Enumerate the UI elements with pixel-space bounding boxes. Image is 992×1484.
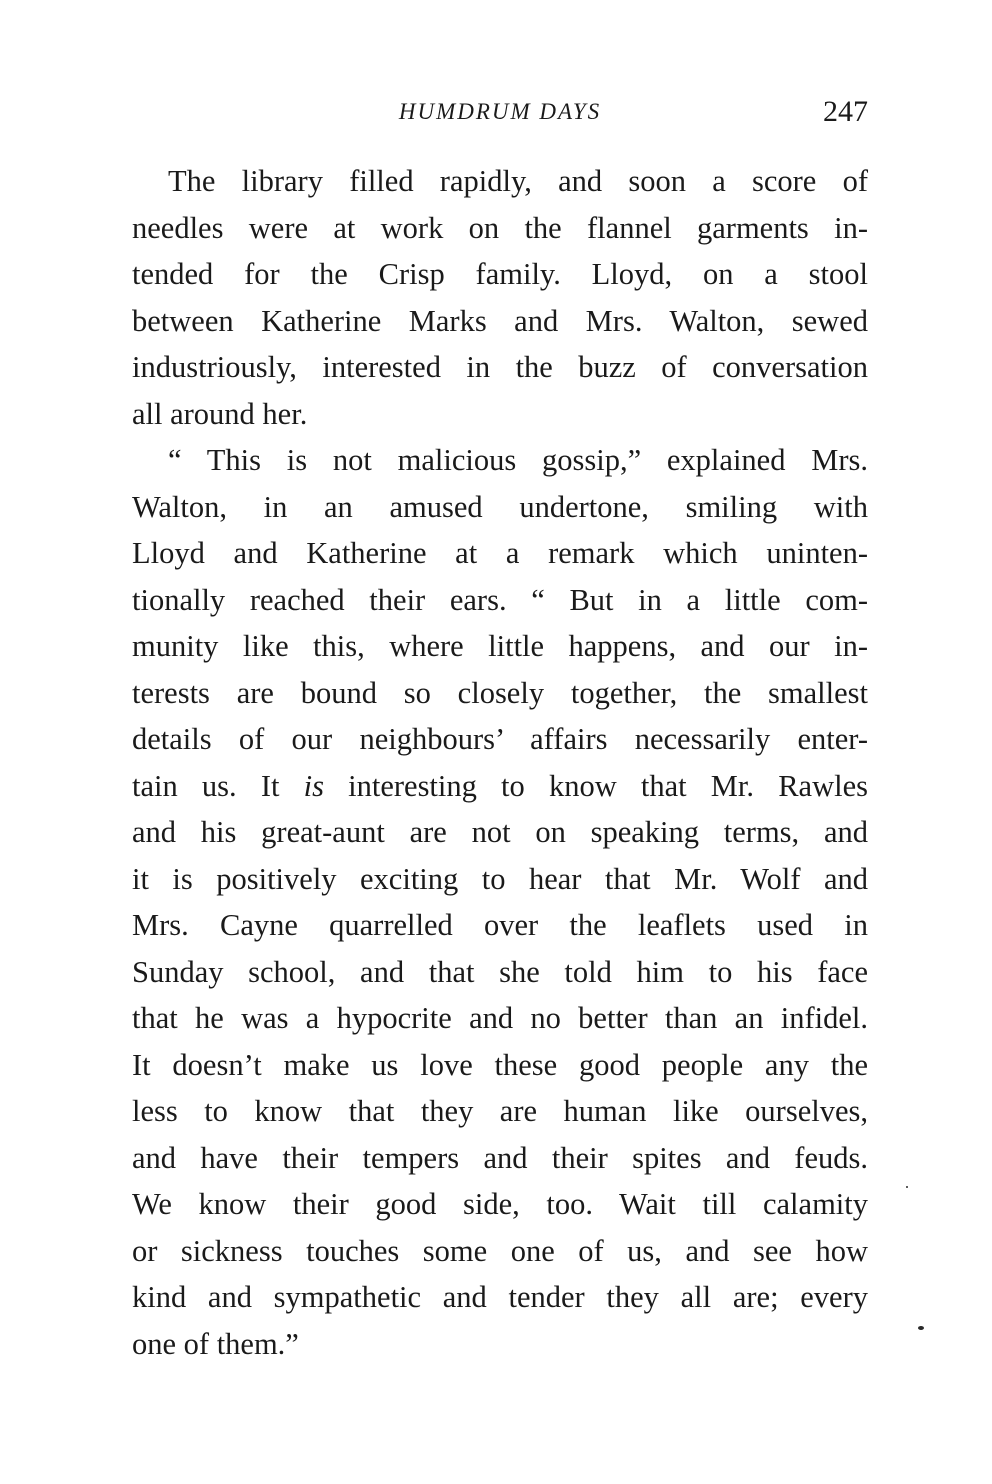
text-line: Walton, in an amused undertone, smiling with (132, 489, 868, 524)
text-line: needles were at work on the flannel garments in- (132, 210, 868, 245)
text-line: tionally reached their ears. “ But in a little com- (132, 582, 868, 617)
text-line: it is positively exciting to hear that Mr. Wolf and (132, 861, 868, 896)
ink-speck (918, 1326, 924, 1330)
text-line: Sunday school, and that she told him to his face (132, 954, 868, 989)
text-line: less to know that they are human like ourselves, (132, 1094, 868, 1128)
text-line: between Katherine Marks and Mrs. Walton, sewed (132, 303, 868, 338)
text-line: We know their good side, too. Wait till calamity (132, 1187, 868, 1221)
text-line: one of them.” (132, 1326, 299, 1361)
emphasis-line-text: tain us. It is interesting to know that Mr. Rawles (132, 768, 868, 803)
text-line: Mrs. Cayne quarrelled over the leaflets used in (132, 908, 868, 942)
running-title: HUMDRUM DAYS (398, 99, 602, 124)
text-line: industriously, interested in the buzz of conversation (132, 350, 868, 384)
text-line: It doesn’t make us love these good people any the (132, 1047, 868, 1082)
text-line: terests are bound so closely together, the smallest (132, 675, 868, 710)
text-line: all around her. (132, 396, 308, 431)
emphasis-word: is (303, 768, 324, 803)
text-line: “ This is not malicious gossip,” explained Mrs. (168, 443, 868, 477)
text-line: The library filled rapidly, and soon a score of (168, 164, 868, 198)
page-number: 247 (823, 95, 868, 128)
text-line: Lloyd and Katherine at a remark which uninten- (132, 536, 868, 570)
running-head (132, 92, 868, 132)
text-line: that he was a hypocrite and no better than an infidel. (132, 1001, 868, 1035)
text-line: or sickness touches some one of us, and see how (132, 1233, 868, 1268)
text-line: and his great-aunt are not on speaking terms, and (132, 815, 868, 849)
text-line: details of our neighbours’ affairs necessarily enter- (132, 722, 868, 756)
text-line: kind and sympathetic and tender they all are; every (132, 1280, 868, 1314)
text-line: tended for the Crisp family. Lloyd, on a stool (132, 257, 868, 291)
text-line-with-emphasis (132, 763, 868, 810)
text-line: and have their tempers and their spites and feuds. (132, 1140, 868, 1175)
body-text (132, 158, 868, 1367)
ink-speck (906, 1186, 908, 1188)
text-line: munity like this, where little happens, and our in- (132, 629, 868, 663)
